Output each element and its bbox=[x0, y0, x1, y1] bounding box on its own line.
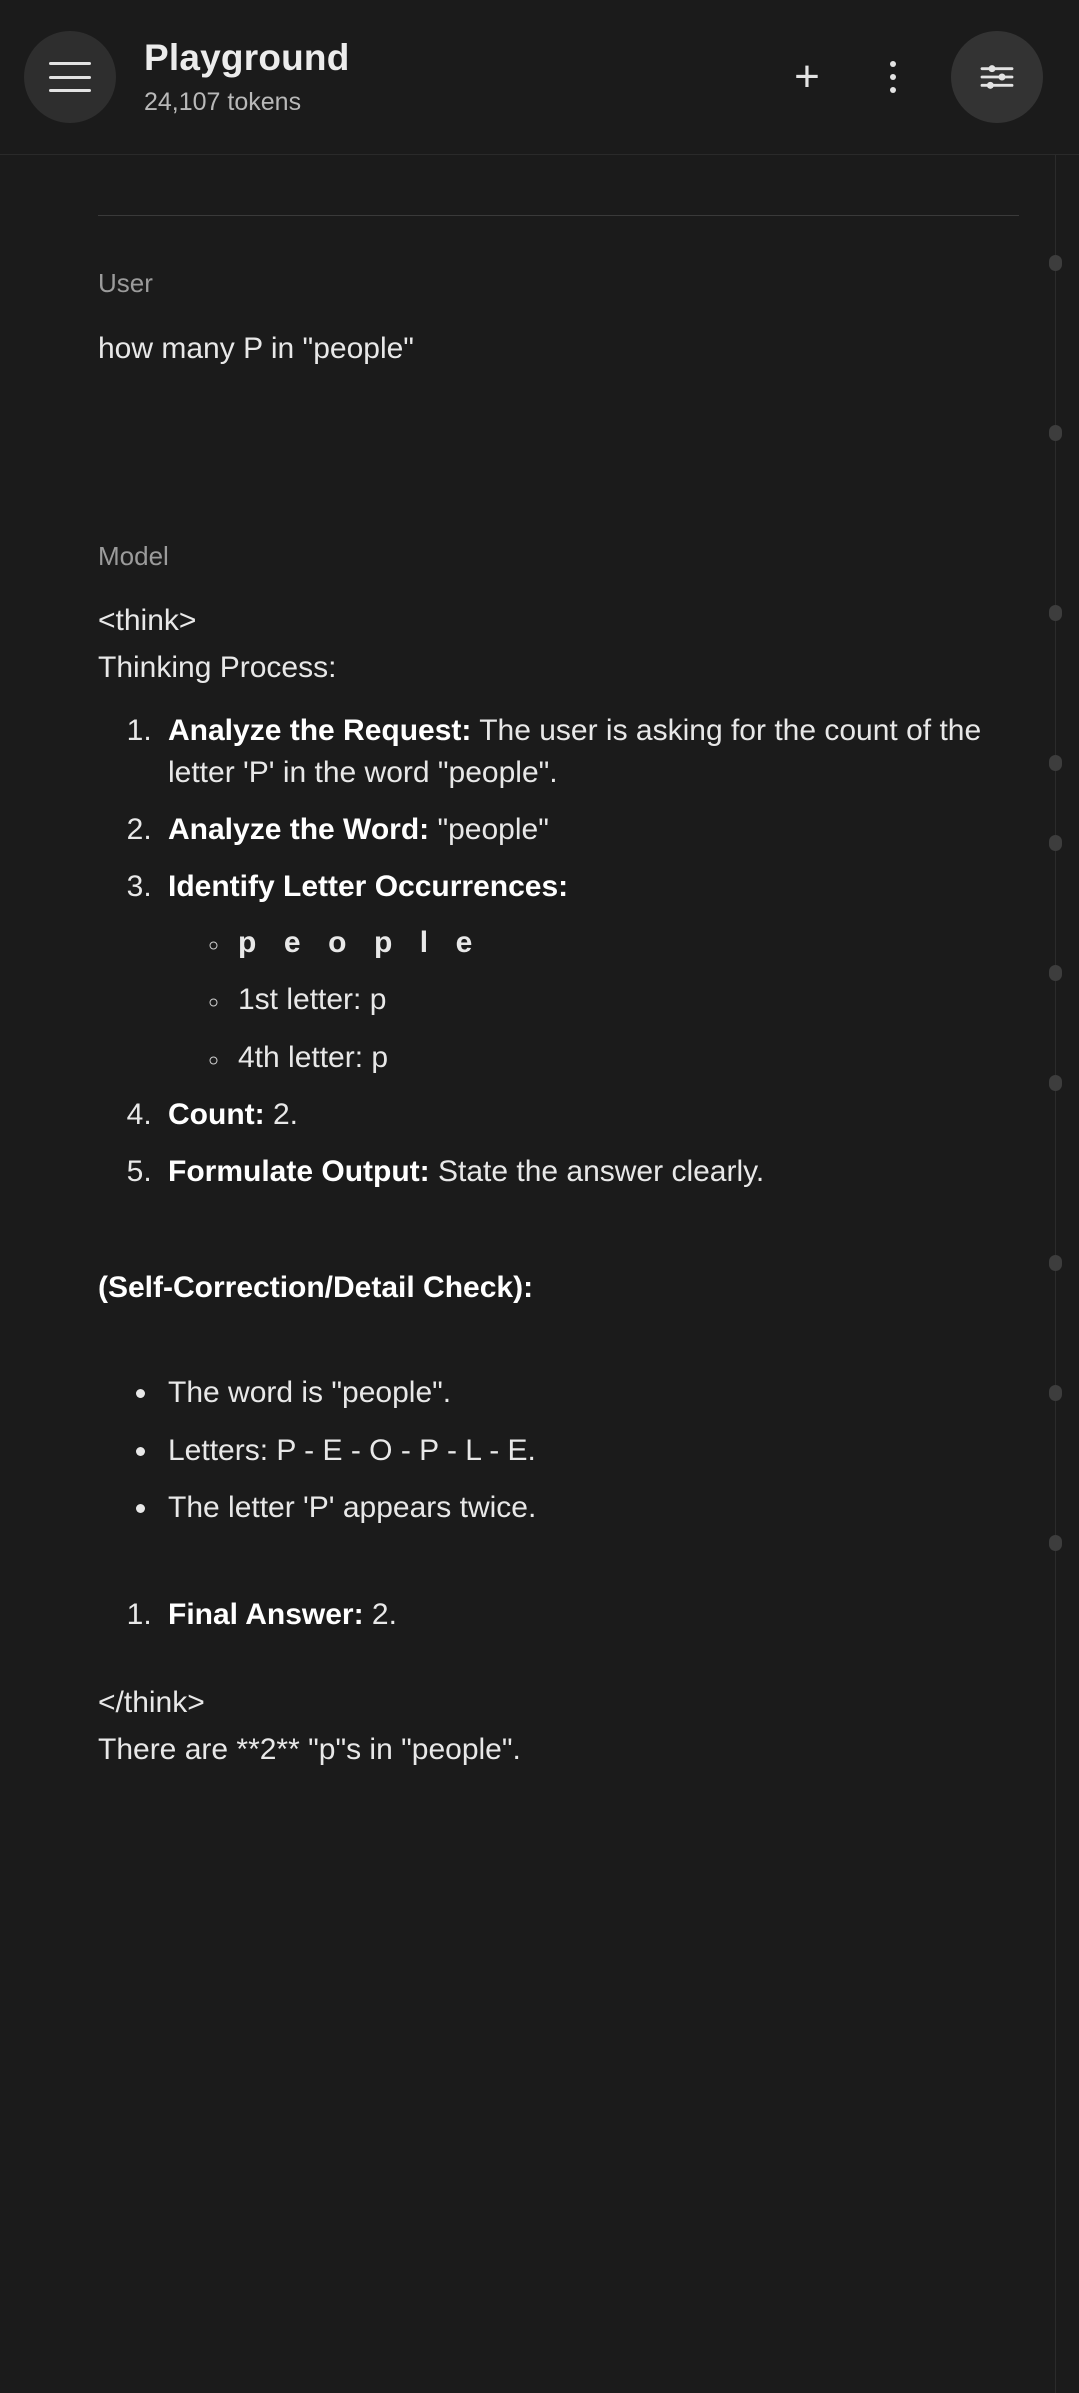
self-correction-list bbox=[98, 1372, 1019, 1528]
letter-occurrence-item: ◦ 4th letter: p bbox=[230, 1037, 1019, 1078]
step-label: Count: bbox=[168, 1098, 265, 1132]
check-item: • Letters: P - E - O - P - L - E. bbox=[160, 1430, 1019, 1471]
turn-spacer bbox=[0, 371, 1079, 489]
user-turn bbox=[0, 268, 1079, 371]
page-title: Playground bbox=[144, 36, 350, 78]
spaced-word: p e o p l e bbox=[238, 925, 482, 959]
thinking-steps-list bbox=[98, 710, 1019, 1193]
final-answer-label: Final Answer: bbox=[168, 1598, 364, 1632]
thinking-step bbox=[160, 809, 1019, 850]
letter-occurrence-item bbox=[230, 922, 1019, 963]
app-bar-actions bbox=[769, 31, 1043, 123]
run-settings-button[interactable] bbox=[951, 31, 1043, 123]
step-text: "people" bbox=[429, 813, 549, 847]
final-answer-value: 2. bbox=[363, 1598, 397, 1632]
model-role-label: Model bbox=[98, 540, 169, 571]
step-label: Formulate Output: bbox=[168, 1155, 430, 1189]
thinking-step bbox=[160, 710, 1019, 793]
check-item: • The word is "people". bbox=[160, 1372, 1019, 1413]
model-message[interactable] bbox=[98, 600, 1019, 1771]
token-count: 24,107 tokens bbox=[144, 88, 302, 117]
user-role-label: User bbox=[98, 268, 153, 298]
think-open-tag: <think> bbox=[98, 603, 197, 637]
thinking-step bbox=[160, 1151, 1019, 1192]
model-answer-text: There are **2** "p"s in "people". bbox=[98, 1733, 521, 1767]
thinking-process-heading: Thinking Process: bbox=[98, 650, 337, 684]
step-label: Analyze the Word: bbox=[168, 813, 430, 847]
new-chat-button[interactable]: + bbox=[769, 39, 845, 115]
letter-occurrences-list bbox=[168, 922, 1019, 1078]
app-bar bbox=[0, 0, 1079, 155]
think-close-tag: </think> bbox=[98, 1685, 205, 1719]
step-label: Analyze the Request: bbox=[168, 714, 472, 748]
final-answer-list bbox=[98, 1594, 1019, 1635]
conversation-area[interactable] bbox=[0, 155, 1079, 2393]
thinking-step bbox=[160, 1094, 1019, 1135]
final-answer-item bbox=[160, 1594, 1019, 1635]
kebab-menu-icon bbox=[890, 61, 896, 93]
step-text: State the answer clearly. bbox=[429, 1155, 765, 1189]
title-block bbox=[144, 37, 769, 117]
step-text: 2. bbox=[264, 1098, 298, 1132]
self-correction-heading: (Self-Correction/Detail Check): bbox=[98, 1270, 534, 1304]
more-options-button[interactable] bbox=[855, 39, 931, 115]
letter-occurrence-item: ◦ 1st letter: p bbox=[230, 979, 1019, 1020]
step-label: Identify Letter Occurrences: bbox=[168, 870, 569, 904]
hamburger-menu-button[interactable] bbox=[24, 31, 116, 123]
step-text: The user is asking for the count of the letter 'P' in the word "people". bbox=[168, 714, 982, 789]
user-message[interactable]: how many P in "people" bbox=[98, 332, 414, 365]
thinking-step bbox=[160, 866, 1019, 1078]
turn-divider bbox=[98, 215, 1019, 216]
check-item: • The letter 'P' appears twice. bbox=[160, 1487, 1019, 1528]
sliders-settings-icon bbox=[977, 57, 1017, 97]
hamburger-menu-icon bbox=[49, 62, 91, 92]
model-turn bbox=[0, 541, 1079, 1771]
